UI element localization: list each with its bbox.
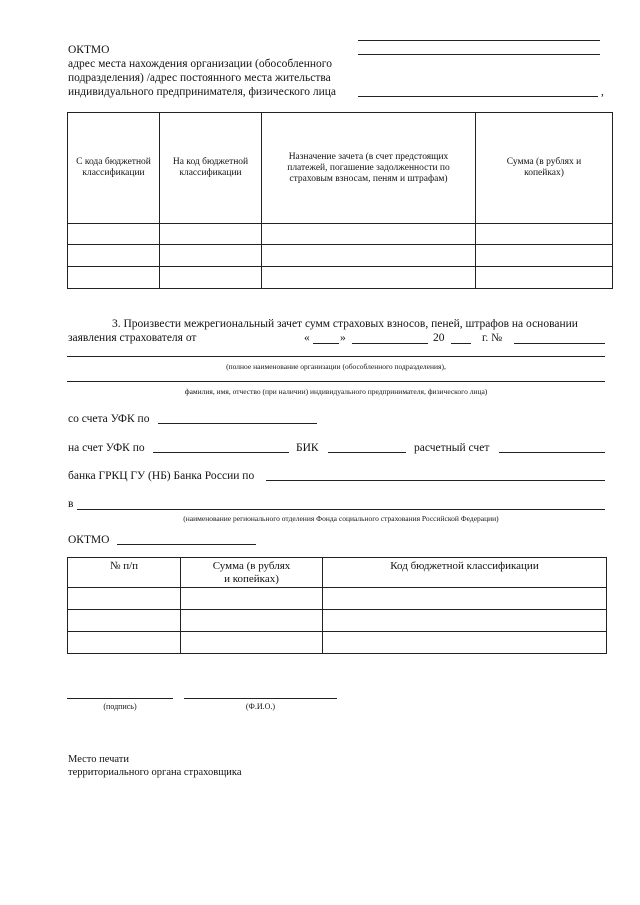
bik-field[interactable] [328,452,406,453]
fio-caption: (Ф.И.О.) [245,702,276,711]
stamp-line-2: территориального органа страховщика [68,767,242,778]
offset-table [67,112,613,289]
table-cell[interactable] [476,224,613,245]
header-purpose: Назначение зачета (в счет предстоящих платежей, погашение задолженности по страховым взносам, пеням и штрафам) [262,113,476,224]
from-account-field[interactable] [158,423,317,424]
stamp-line-1: Место печати [68,754,130,765]
number-label: г. № [482,332,503,344]
org-name-line[interactable] [67,356,605,357]
in-label: в [68,498,74,510]
application-label: заявления страхователя от [68,332,197,344]
table-row [68,610,607,632]
settlement-account-field[interactable] [499,452,605,453]
address-comma: , [601,86,604,98]
table-cell[interactable] [160,267,262,289]
table-cell[interactable] [476,245,613,267]
table-cell[interactable] [262,267,476,289]
from-account-label: со счета УФК по [68,413,150,425]
to-account-field[interactable] [153,452,289,453]
day-field[interactable] [313,343,339,344]
table-cell[interactable] [68,245,160,267]
fio-line[interactable] [184,698,337,699]
table-cell[interactable] [323,632,607,654]
table-row [68,267,613,289]
header-amount: Сумма (в рублях и копейках) [476,113,613,224]
header-row-number: № п/п [68,558,181,588]
table-cell[interactable] [181,588,323,610]
table-cell[interactable] [160,224,262,245]
fss-branch-field[interactable] [77,509,605,510]
month-field[interactable] [352,343,428,344]
address-line-1: адрес места нахождения организации (обособленного [68,58,332,70]
oktmo-field[interactable] [117,544,256,545]
table-cell[interactable] [262,224,476,245]
fss-branch-caption: (наименование регионального отделения Фонда социального страхования Российской Федерации) [183,514,499,523]
table-cell[interactable] [68,632,181,654]
table-cell[interactable] [476,267,613,289]
table-row [68,632,607,654]
address-field-line-2[interactable] [358,96,598,97]
table-cell[interactable] [68,610,181,632]
quote-open: « [304,332,310,344]
header-from-kbk: С кода бюджетной классификации [68,113,160,224]
table-cell[interactable] [68,267,160,289]
address-line-2: подразделения) /адрес постоянного места жительства [68,72,331,84]
signature-caption: (подпись) [103,702,137,711]
settlement-account-label: расчетный счет [414,442,490,454]
address-field-line-1[interactable] [358,54,600,55]
quote-close: » [340,332,346,344]
table-cell[interactable] [181,632,323,654]
oktmo-label-2: ОКТМО [68,534,110,546]
oktmo-label: ОКТМО [68,44,110,56]
table-row [68,245,613,267]
year-prefix: 20 [433,332,445,344]
year-field[interactable] [451,343,471,344]
bank-label: банка ГРКЦ ГУ (НБ) Банка России по [68,470,255,482]
table-cell[interactable] [262,245,476,267]
to-account-label: на счет УФК по [68,442,145,454]
table-row [68,224,613,245]
bank-field[interactable] [266,480,605,481]
kbk-table [67,557,607,654]
person-name-line[interactable] [67,381,605,382]
table-cell[interactable] [160,245,262,267]
table-cell[interactable] [323,588,607,610]
table-cell[interactable] [181,610,323,632]
table-row [68,588,607,610]
table-cell[interactable] [68,588,181,610]
header-kbk: Код бюджетной классификации [323,558,607,588]
person-name-caption: фамилия, имя, отчество (при наличии) индивидуального предпринимателя, физического лица) [184,387,488,396]
header-to-kbk: На код бюджетной классификации [160,113,262,224]
org-name-caption: (полное наименование организации (обособленного подразделения), [226,362,446,371]
signature-line[interactable] [67,698,173,699]
address-line-3: индивидуального предпринимателя, физического лица [68,86,337,98]
section3-heading: 3. Произвести межрегиональный зачет сумм страховых взносов, пеней, штрафов на основании [112,318,578,330]
header-amount-2: Сумма (в рублях и копейках) [181,558,323,588]
bik-label: БИК [296,442,319,454]
application-number-field[interactable] [514,343,605,344]
table-cell[interactable] [68,224,160,245]
oktmo-field-line[interactable] [358,40,600,41]
table-cell[interactable] [323,610,607,632]
